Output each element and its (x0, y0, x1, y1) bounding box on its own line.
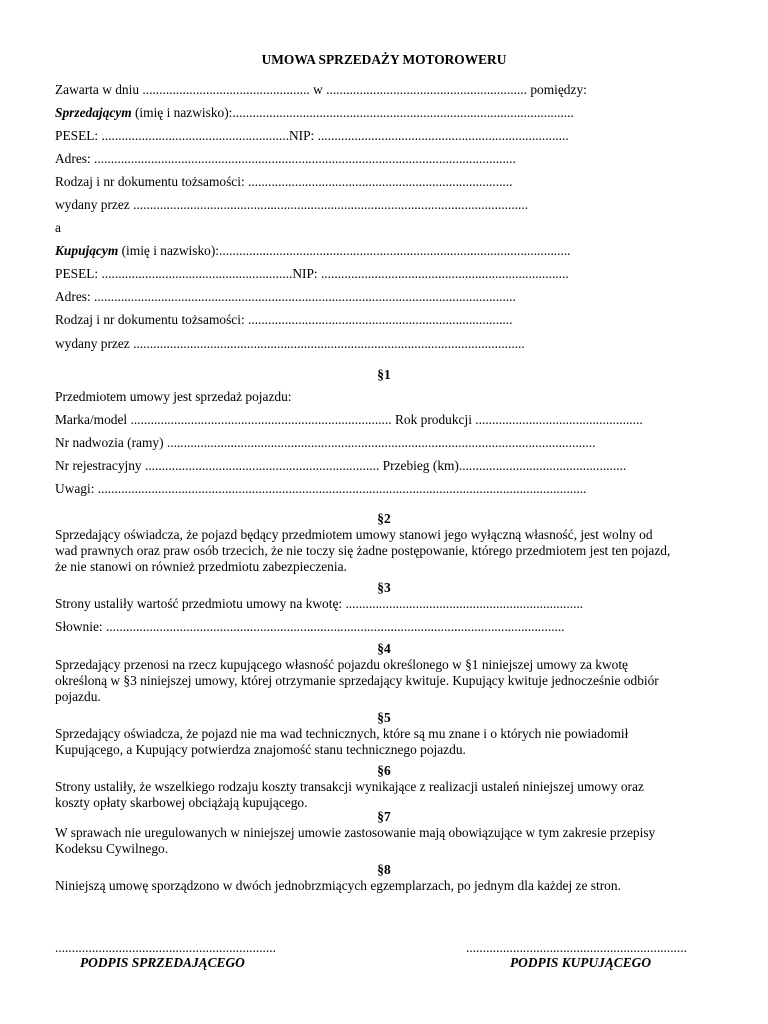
buyer-name-line (55, 243, 571, 259)
seller-signature-line: .................................................................. (55, 940, 276, 955)
seller-id-document-line: Rodzaj i nr dokumentu tożsamości: ............................................................................... (55, 174, 513, 189)
buyer-role-label: Kupującym (55, 243, 119, 258)
vehicle-frame-number-line: Nr nadwozia (ramy) ................................................................................................................................ (55, 435, 596, 450)
section-3-heading: §3 (377, 580, 391, 595)
section-5-heading: §5 (377, 710, 391, 725)
section-7-heading: §7 (377, 809, 391, 824)
seller-name-line (55, 105, 574, 121)
section-4-text (55, 657, 725, 705)
section-2-text (55, 527, 725, 575)
section-4-line: pojazdu. (55, 689, 101, 704)
date-place-line: Zawarta w dniu .................................................. w ............................................................ pomiędzy: (55, 82, 587, 97)
section-1-heading: §1 (377, 367, 391, 382)
section-8-heading: §8 (377, 862, 391, 877)
section-4-heading: §4 (377, 641, 391, 656)
section-5-line: Kupującego, a Kupujący potwierdza znajomość stanu technicznego pojazdu. (55, 742, 466, 757)
document-title: UMOWA SPRZEDAŻY MOTOROWERU (261, 52, 507, 67)
buyer-signature-line: .................................................................. (466, 940, 687, 955)
buyer-issued-by-line: wydany przez ..................................................................................................................... (55, 336, 525, 351)
section-7-line: Kodeksu Cywilnego. (55, 841, 169, 856)
section-6-line: koszty opłaty skarbowej obciążają kupującego. (55, 795, 308, 810)
buyer-signature-label: PODPIS KUPUJĄCEGO (510, 955, 651, 970)
vehicle-registration-mileage-line: Nr rejestracyjny ...................................................................... Przebieg (km).................................................. (55, 458, 627, 473)
section-4-line: Sprzedający przenosi na rzecz kupującego własność pojazdu określonego w §1 niniejszej umowy za kwotę (55, 657, 628, 672)
conjunction-a: a (55, 220, 61, 235)
seller-address-line: Adres: .............................................................................................................................. (55, 151, 516, 166)
seller-issued-by-line: wydany przez ...................................................................................................................... (55, 197, 529, 212)
section-4-line: określoną w §3 niniejszej umowy, której otrzymanie sprzedający kwituje. Kupujący kwituje jednocześnie odbiór (55, 673, 659, 688)
buyer-pesel-nip-line: PESEL: .........................................................NIP: .......................................................................... (55, 266, 569, 281)
section-2-line: wad prawnych oraz praw osób trzecich, że nie toczy się żadne postępowanie, którego przedmiotem jest ten pojazd, (55, 543, 671, 558)
vehicle-intro: Przedmiotem umowy jest sprzedaż pojazdu: (55, 389, 292, 404)
section-8-text (55, 878, 725, 894)
seller-pesel-nip-line: PESEL: ........................................................NIP: ........................................................................... (55, 128, 569, 143)
section-6-line: Strony ustaliły, że wszelkiego rodzaju koszty transakcji wynikające z realizacji ustaleń niniejszej umowy oraz (55, 779, 644, 794)
price-line: Strony ustaliły wartość przedmiotu umowy na kwotę: ....................................................................... (55, 596, 584, 611)
section-7-line: W sprawach nie uregulowanych w niniejszej umowie zastosowanie mają obowiązujące w tym zakresie przepisy (55, 825, 656, 840)
section-2-heading: §2 (377, 511, 391, 526)
section-6-heading: §6 (377, 763, 391, 778)
price-in-words-line: Słownie: ......................................................................................................................................... (55, 619, 565, 634)
seller-signature-label: PODPIS SPRZEDAJĄCEGO (80, 955, 245, 970)
buyer-id-document-line: Rodzaj i nr dokumentu tożsamości: ............................................................................... (55, 312, 513, 327)
section-6-text (55, 779, 725, 811)
vehicle-notes-line: Uwagi: .................................................................................................................................................. (55, 481, 587, 496)
section-7-text (55, 825, 725, 857)
section-5-text (55, 726, 725, 758)
section-5-line: Sprzedający oświadcza, że pojazd nie ma wad technicznych, które są mu znane i o których nie powiadomił (55, 726, 629, 741)
section-8-line: Niniejszą umowę sporządzono w dwóch jednobrzmiących egzemplarzach, po jednym dla każdej ze stron. (55, 878, 621, 893)
buyer-name-field: (imię i nazwisko):......................................................................................................... (118, 243, 571, 258)
section-2-line: Sprzedający oświadcza, że pojazd będący przedmiotem umowy stanowi jego wyłączną własność, jest wolny od (55, 527, 653, 542)
seller-name-field: (imię i nazwisko):...................................................................................................... (131, 105, 574, 120)
vehicle-make-year-line: Marka/model .............................................................................. Rok produkcji .................................................. (55, 412, 643, 427)
buyer-address-line: Adres: .............................................................................................................................. (55, 289, 516, 304)
section-2-line: że nie stanowi on również przedmiotu zabezpieczenia. (55, 559, 347, 574)
seller-role-label: Sprzedającym (55, 105, 132, 120)
